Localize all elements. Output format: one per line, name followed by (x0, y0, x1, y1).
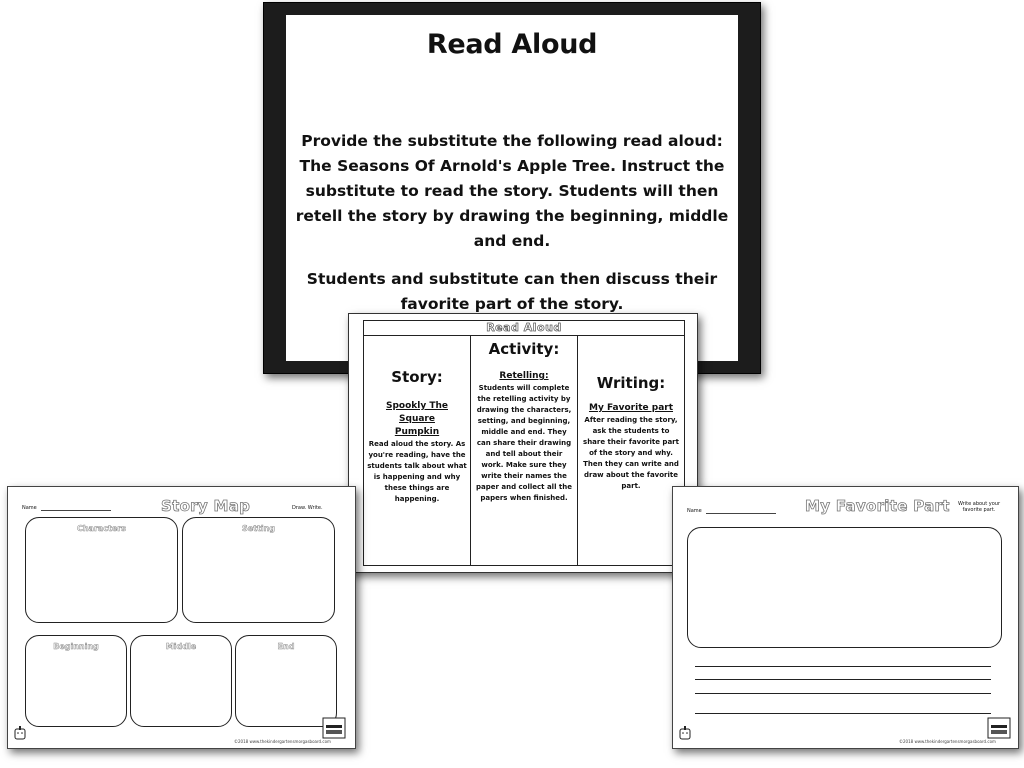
beginning-label: Beginning (53, 642, 99, 651)
story-subtitle: Spookly The Square Pumpkin (385, 401, 448, 437)
writing-heading: Writing: (596, 374, 666, 392)
instructions-title: Read Aloud (426, 29, 598, 60)
table-header: Read Aloud (364, 321, 684, 336)
name-line (41, 510, 111, 511)
activity-subtitle: Retelling: (499, 371, 549, 381)
beginning-box (25, 635, 127, 727)
writing-line (695, 693, 991, 694)
favorite-part-worksheet (672, 486, 1019, 749)
characters-box (25, 517, 178, 623)
story-map-footer: ©2018 www.thekindergartensmorgasboard.com (234, 739, 331, 744)
writing-line (695, 666, 991, 667)
favorite-part-title: My Favorite Part (805, 497, 950, 515)
writing-subtitle: My Favorite part (588, 403, 674, 413)
characters-label: Characters (76, 524, 126, 533)
end-label: End (277, 642, 295, 651)
instructions-paragraph-2: Students and substitute can then discuss their favorite part of the story. (306, 270, 718, 313)
brand-logo-icon (322, 717, 346, 739)
pumpkin-character-icon (12, 725, 28, 741)
favorite-part-footer: ©2018 www.thekindergartensmorgasboard.com (899, 739, 996, 744)
table-columns (364, 336, 684, 565)
favorite-part-note: Write about your favorite part. (957, 501, 1001, 513)
name-line (706, 513, 776, 514)
read-aloud-table-card (348, 313, 698, 573)
name-field (687, 508, 776, 514)
name-field (22, 505, 111, 511)
middle-box (130, 635, 232, 727)
writing-line (695, 679, 991, 680)
activity-text: Students will complete the retelling activity by drawing the characters, setting, and beginning, middle and end. They can share their drawing and tell about their work. Make sure they write their names the paper and collect all the papers when finished. (475, 384, 572, 502)
name-label: Name (687, 508, 702, 514)
story-column (364, 336, 471, 565)
story-text: Read aloud the story. As you're reading, have the students talk about what is happening and why these things are happening. (367, 440, 467, 503)
instructions-paragraph-1: Provide the substitute the following read aloud: The Seasons Of Arnold's Apple Tree. Instruct the substitute to read the story. Students will then retell the story by drawing the beginning, middle and end. (295, 132, 729, 250)
setting-label: Setting (242, 524, 275, 533)
story-map-worksheet (7, 486, 356, 749)
instructions-panel (286, 15, 738, 361)
story-map-title: Story Map (161, 497, 251, 515)
setting-box (182, 517, 335, 623)
brand-logo-icon (987, 717, 1011, 739)
activity-heading: Activity: (488, 340, 560, 358)
end-box (235, 635, 337, 727)
name-label: Name (22, 505, 37, 511)
writing-column (578, 336, 684, 565)
middle-label: Middle (165, 642, 197, 651)
pumpkin-character-icon (677, 725, 693, 741)
drawing-box (687, 527, 1002, 648)
activity-column (471, 336, 578, 565)
story-heading: Story: (391, 368, 443, 386)
story-map-note: Draw. Write. (292, 505, 323, 511)
writing-text: After reading the story, ask the students to share their favorite part of the story and why. Then they can write and draw about the favorite part. (583, 416, 679, 490)
instructions-body (292, 129, 732, 317)
read-aloud-table (363, 320, 685, 566)
writing-line (695, 713, 991, 714)
